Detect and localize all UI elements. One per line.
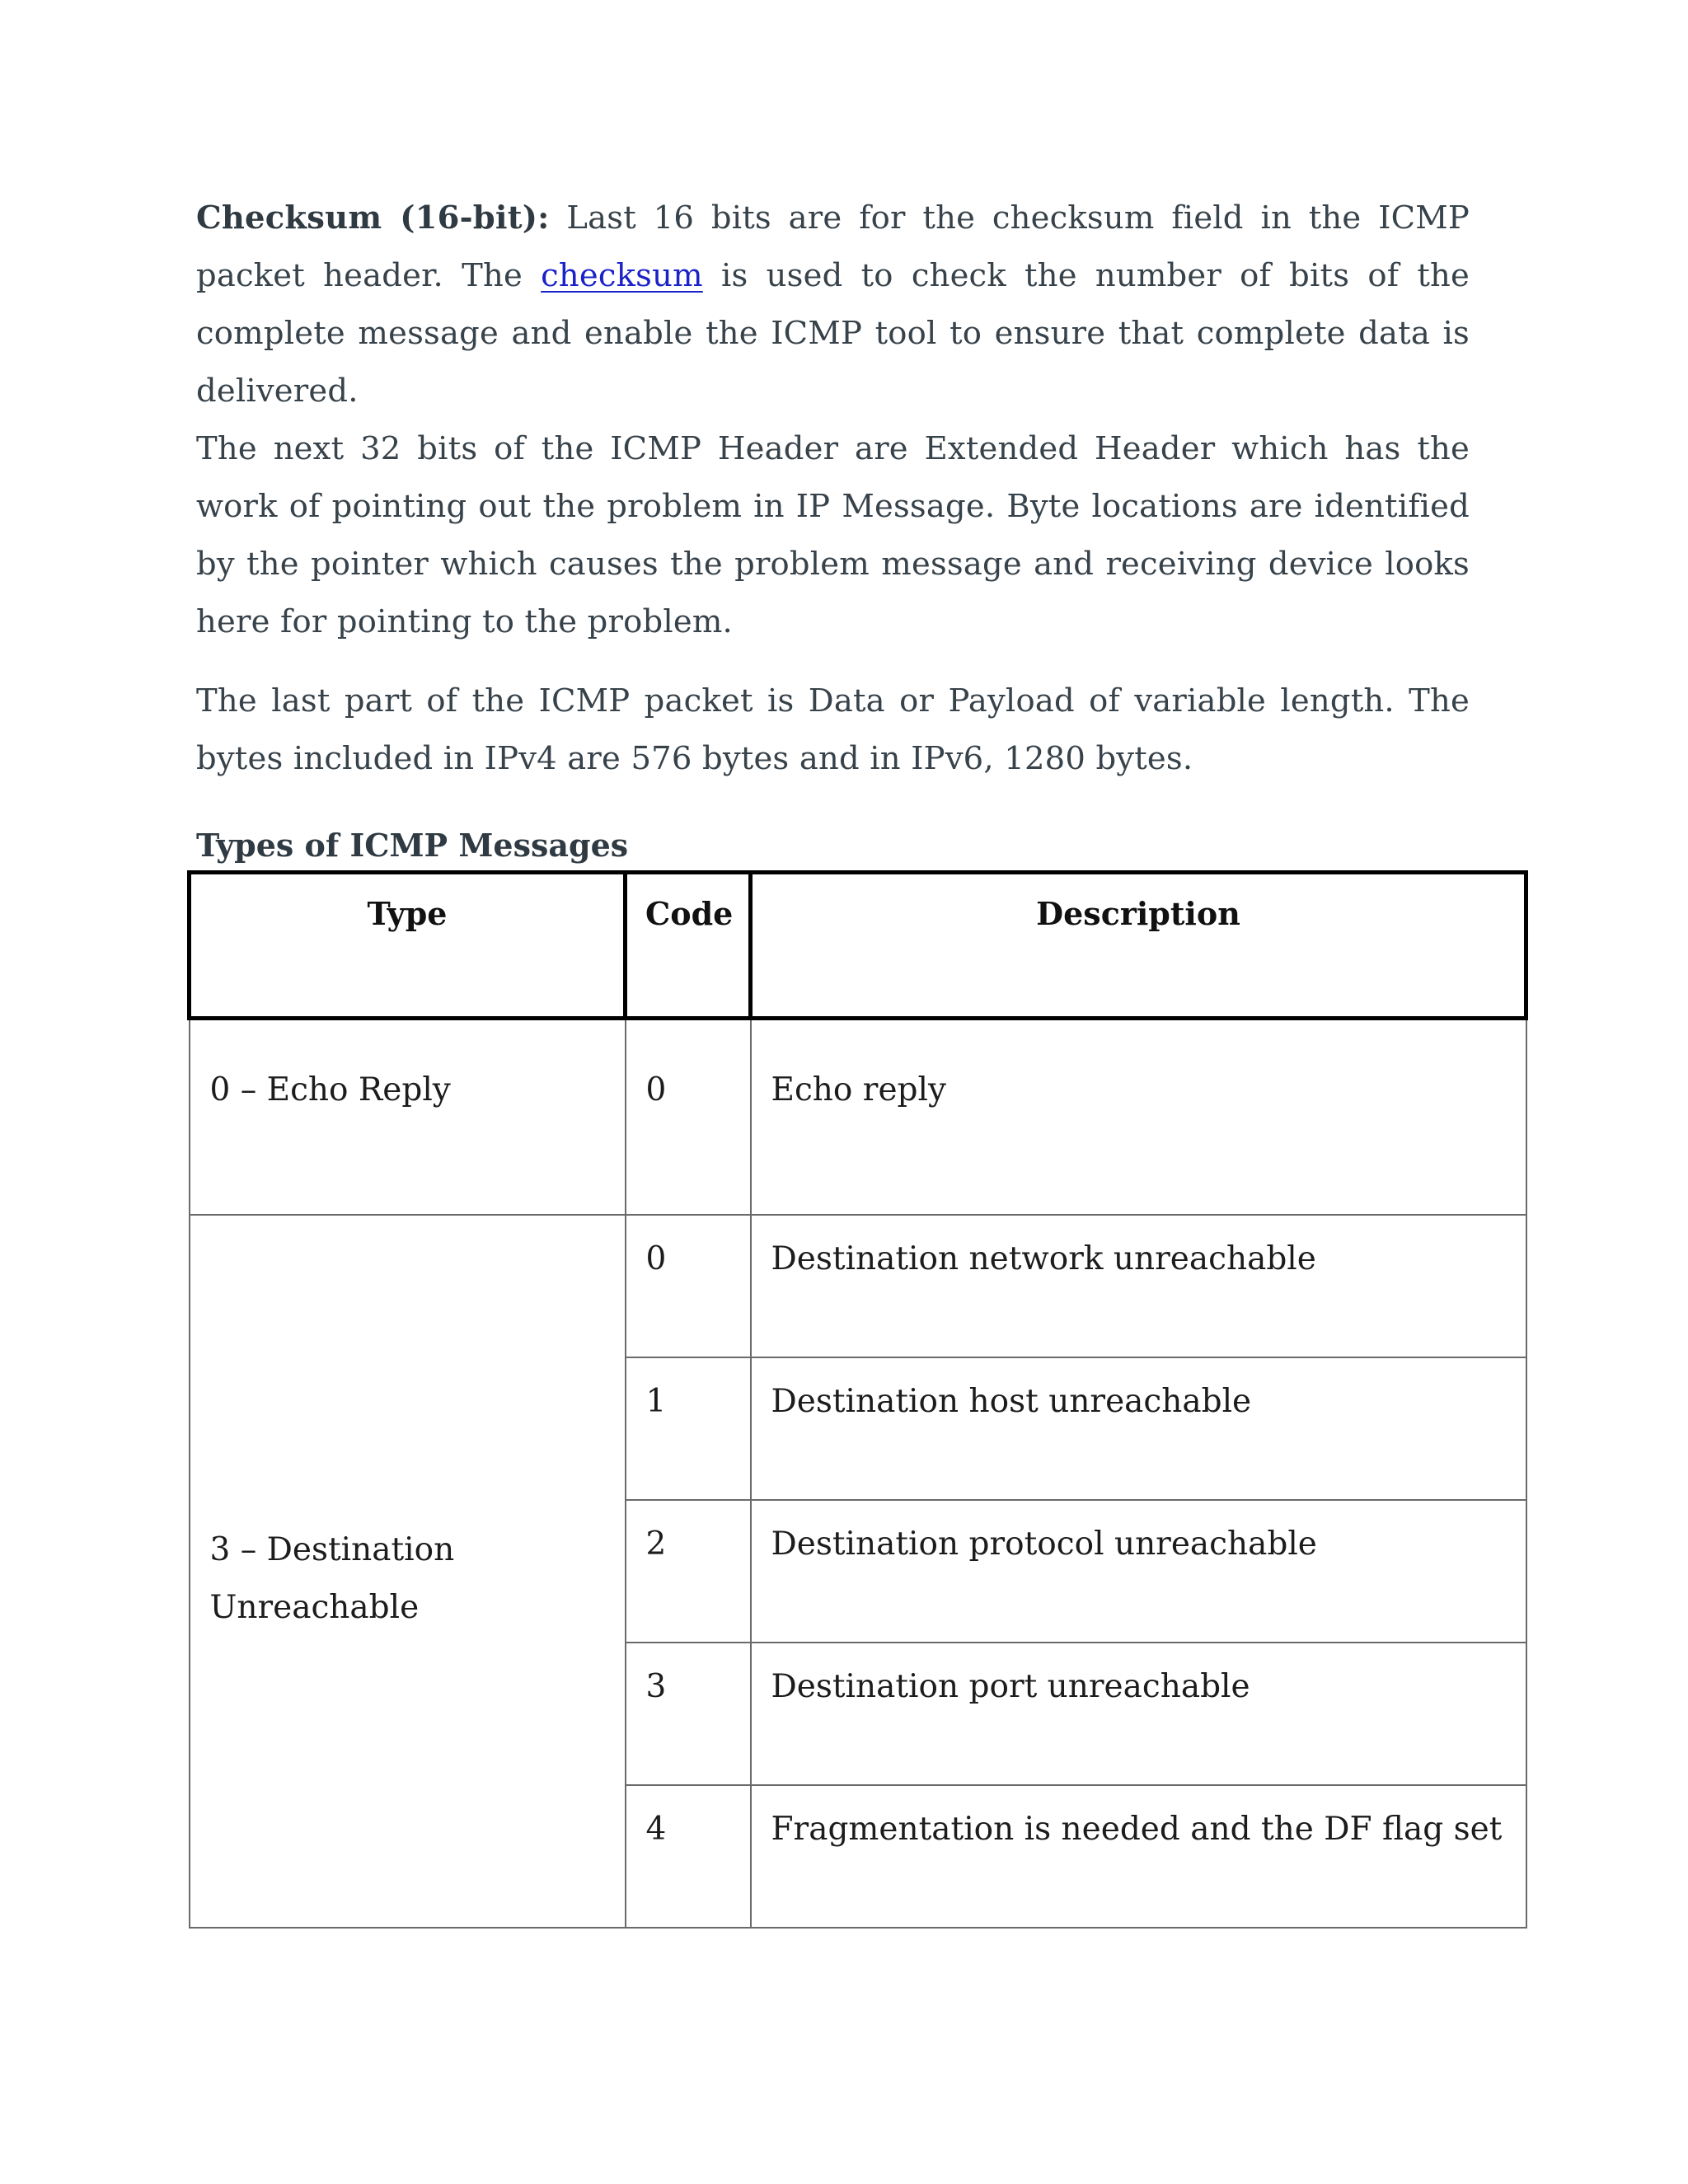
description-cell: Echo reply (751, 1019, 1526, 1215)
description-cell: Destination protocol unreachable (751, 1500, 1526, 1643)
type-destination-unreachable-label: 3 – Destination Unreachable (209, 1531, 455, 1626)
table-row (190, 1019, 1526, 1215)
code-cell: 0 (626, 1215, 751, 1357)
description-cell: Destination network unreachable (751, 1215, 1526, 1357)
description-cell: Destination host unreachable (751, 1357, 1526, 1500)
document-page (196, 190, 1470, 874)
type-cell-echo-reply: 0 – Echo Reply (190, 1019, 626, 1215)
header-code: Code (626, 873, 751, 1019)
type-cell-destination-unreachable (190, 1215, 626, 1928)
description-cell: Fragmentation is needed and the DF flag set (751, 1785, 1526, 1928)
description-cell: Destination port unreachable (751, 1643, 1526, 1785)
paragraph-extended-header: The next 32 bits of the ICMP Header are Extended Header which has the work of pointing out the problem in IP Message. Byte locations are identified by the pointer which causes the problem message and receiving device looks here for pointing to the problem. (196, 430, 1470, 640)
paragraph-checksum (196, 190, 1470, 420)
table-header-row (190, 873, 1526, 1019)
table-row (190, 1215, 1526, 1357)
code-cell: 2 (626, 1500, 751, 1643)
section-heading: Types of ICMP Messages (196, 827, 629, 864)
checksum-text-before-link: Last 16 bits are for the checksum field in the ICMP packet header. The (196, 199, 1470, 294)
code-cell: 4 (626, 1785, 751, 1928)
code-cell: 0 (626, 1019, 751, 1215)
header-type: Type (190, 873, 626, 1019)
icmp-types-table (187, 870, 1528, 1929)
header-description: Description (751, 873, 1526, 1019)
paragraph-payload: The last part of the ICMP packet is Data or Payload of variable length. The bytes included in IPv4 are 576 bytes and in IPv6, 1280 bytes. (196, 682, 1470, 777)
code-cell: 1 (626, 1357, 751, 1500)
checksum-text-after-link: is used to check the number of bits of the complete message and enable the ICMP tool to ensure that complete data is delivered. (196, 257, 1470, 410)
code-cell: 3 (626, 1643, 751, 1785)
checksum-link[interactable]: checksum (541, 257, 703, 294)
checksum-bold-lead: Checksum (16-bit): (196, 199, 550, 237)
